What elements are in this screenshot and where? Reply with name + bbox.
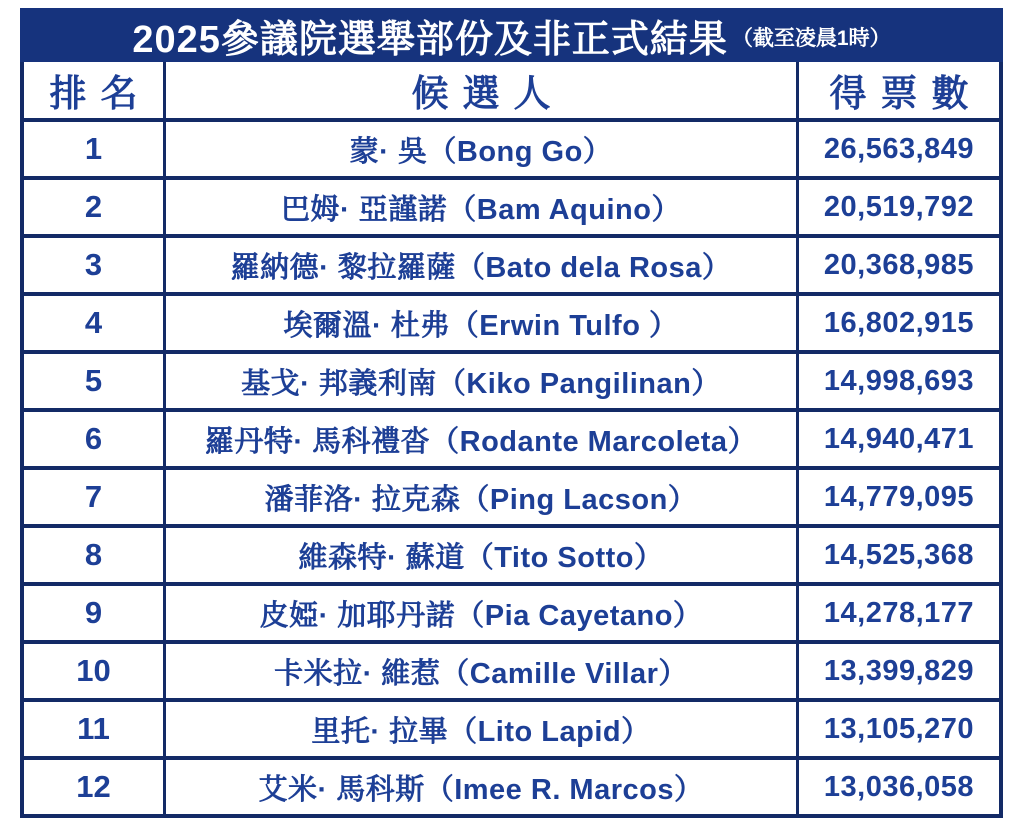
table-row [24, 350, 999, 408]
title-banner [20, 8, 1003, 62]
vote-count: 20,519,792 [799, 180, 999, 234]
table-header-row [24, 62, 999, 118]
table-row [24, 698, 999, 756]
vote-count: 14,525,368 [799, 528, 999, 582]
candidate-name: 皮婭· 加耶丹諾（Pia Cayetano） [166, 586, 799, 640]
table-row [24, 292, 999, 350]
candidate-name: 羅丹特· 馬科禮沓（Rodante Marcoleta） [166, 412, 799, 466]
vote-count: 13,105,270 [799, 702, 999, 756]
rank-value: 4 [24, 296, 166, 350]
candidate-name: 里托· 拉畢（Lito Lapid） [166, 702, 799, 756]
vote-count: 14,779,095 [799, 470, 999, 524]
vote-count: 14,998,693 [799, 354, 999, 408]
rank-value: 2 [24, 180, 166, 234]
rank-value: 8 [24, 528, 166, 582]
table-row [24, 640, 999, 698]
candidate-name: 維森特· 蘇道（Tito Sotto） [166, 528, 799, 582]
candidate-name: 巴姆· 亞謹諾（Bam Aquino） [166, 180, 799, 234]
vote-count: 26,563,849 [799, 122, 999, 176]
vote-count: 14,278,177 [799, 586, 999, 640]
table-row [24, 176, 999, 234]
table-row [24, 234, 999, 292]
candidate-name: 卡米拉· 維惹（Camille Villar） [166, 644, 799, 698]
candidate-name: 埃爾溫· 杜弗（Erwin Tulfo ） [166, 296, 799, 350]
rank-value: 6 [24, 412, 166, 466]
rank-value: 12 [24, 760, 166, 814]
rank-value: 9 [24, 586, 166, 640]
candidate-name: 羅納德· 黎拉羅薩（Bato dela Rosa） [166, 238, 799, 292]
table-row [24, 582, 999, 640]
candidate-name: 艾米· 馬科斯（Imee R. Marcos） [166, 760, 799, 814]
results-table [20, 62, 1003, 818]
candidate-name: 基戈· 邦義利南（Kiko Pangilinan） [166, 354, 799, 408]
vote-count: 20,368,985 [799, 238, 999, 292]
vote-count: 13,399,829 [799, 644, 999, 698]
table-row [24, 466, 999, 524]
table-row [24, 408, 999, 466]
rank-value: 10 [24, 644, 166, 698]
column-header-candidate: 候選人 [166, 62, 799, 118]
candidate-name: 蒙· 吳（Bong Go） [166, 122, 799, 176]
rank-value: 5 [24, 354, 166, 408]
table-row [24, 118, 999, 176]
rank-value: 7 [24, 470, 166, 524]
column-header-rank: 排名 [24, 62, 166, 118]
table-row [24, 524, 999, 582]
rank-value: 3 [24, 238, 166, 292]
column-header-votes: 得票數 [799, 62, 999, 118]
vote-count: 16,802,915 [799, 296, 999, 350]
vote-count: 14,940,471 [799, 412, 999, 466]
table-row [24, 756, 999, 814]
page-title: 2025參議院選舉部份及非正式結果 [132, 18, 728, 61]
page-title-suffix: （截至凌晨1時） [731, 27, 891, 50]
vote-count: 13,036,058 [799, 760, 999, 814]
rank-value: 11 [24, 702, 166, 756]
candidate-name: 潘菲洛· 拉克森（Ping Lacson） [166, 470, 799, 524]
results-infographic [20, 8, 1003, 818]
rank-value: 1 [24, 122, 166, 176]
